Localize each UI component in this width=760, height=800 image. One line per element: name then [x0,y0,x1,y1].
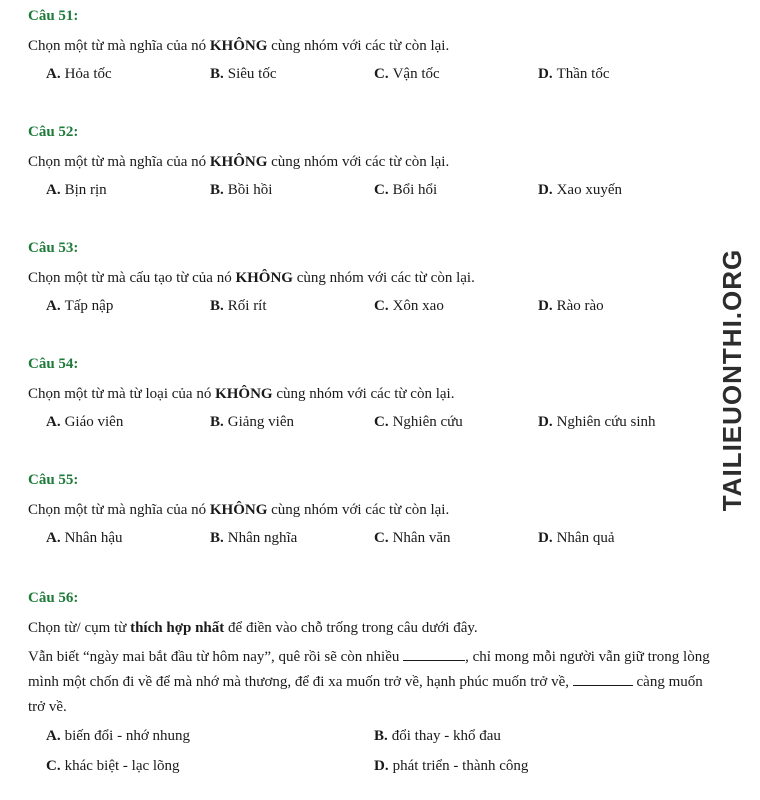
question-56-title: Câu 56: [28,590,79,606]
q56-option-b[interactable]: B. đổi thay - khổ đau [374,728,501,744]
q54-option-a[interactable]: A. Giáo viên [46,414,124,430]
question-52-prompt: Chọn một từ mà nghĩa của nó KHÔNG cùng nhóm với các từ còn lại. [28,154,450,170]
site-watermark: TAILIEUONTHI.ORG [717,248,747,512]
q53-option-c[interactable]: C. Xôn xao [374,298,444,314]
question-55-title: Câu 55: [28,472,79,488]
question-56-prompt: Chọn từ/ cụm từ thích hợp nhất để điền vào chỗ trống trong câu dưới đây. [28,620,478,636]
question-51-title: Câu 51: [28,8,79,24]
q56-option-a[interactable]: A. biến đổi - nhớ nhung [46,728,191,744]
question-52-title: Câu 52: [28,124,79,140]
q51-option-c[interactable]: C. Vận tốc [374,66,440,82]
q53-option-a[interactable]: A. Tấp nập [46,298,114,314]
q55-option-d[interactable]: D. Nhân quả [538,530,615,546]
question-54-prompt: Chọn một từ mà từ loại của nó KHÔNG cùng nhóm với các từ còn lại. [28,386,455,402]
fill-blank-1[interactable] [403,648,465,661]
q52-option-c[interactable]: C. Bổi hổi [374,182,438,198]
question-54-title: Câu 54: [28,356,79,372]
q53-option-d[interactable]: D. Rào rào [538,298,604,314]
question-51-prompt: Chọn một từ mà nghĩa của nó KHÔNG cùng nhóm với các từ còn lại. [28,38,450,54]
fill-blank-2[interactable] [573,673,633,686]
question-53-title: Câu 53: [28,240,79,256]
q54-option-d[interactable]: D. Nghiên cứu sinh [538,414,656,430]
q56-option-c[interactable]: C. khác biệt - lạc lõng [46,758,180,774]
q52-option-d[interactable]: D. Xao xuyến [538,182,622,198]
q51-option-a[interactable]: A. Hỏa tốc [46,66,112,82]
q56-option-d[interactable]: D. phát triển - thành công [374,758,529,774]
q52-option-a[interactable]: A. Bịn rịn [46,182,107,198]
q54-option-b[interactable]: B. Giảng viên [210,414,294,430]
q54-option-c[interactable]: C. Nghiên cứu [374,414,463,430]
q53-option-b[interactable]: B. Rối rít [210,298,267,314]
q52-option-b[interactable]: B. Bồi hồi [210,182,273,198]
question-56-passage: Vẫn biết “ngày mai bắt đầu từ hôm nay”, quê rồi sẽ còn nhiều , chỉ mong mỗi người vẫn giữ trong lòng mình một chốn đi về để mà nhớ mà thương, để đi xa muốn trở về, hạnh phúc muốn trở về, càng muốn trở về. [28,649,710,715]
q55-option-a[interactable]: A. Nhân hậu [46,530,123,546]
question-53-prompt: Chọn một từ mà cấu tạo từ của nó KHÔNG cùng nhóm với các từ còn lại. [28,270,475,286]
q55-option-c[interactable]: C. Nhân văn [374,530,451,546]
q51-option-d[interactable]: D. Thần tốc [538,66,610,82]
question-55-prompt: Chọn một từ mà nghĩa của nó KHÔNG cùng nhóm với các từ còn lại. [28,502,450,518]
q51-option-b[interactable]: B. Siêu tốc [210,66,277,82]
q55-option-b[interactable]: B. Nhân nghĩa [210,530,298,546]
